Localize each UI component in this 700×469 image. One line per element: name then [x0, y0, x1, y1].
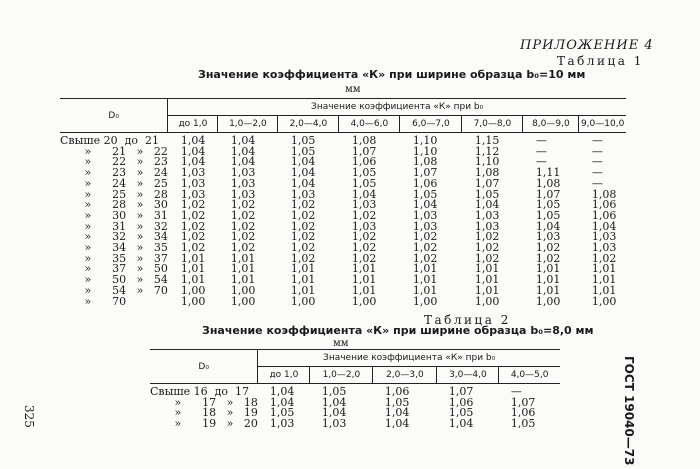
table-cell: 1,01 — [180, 262, 206, 276]
table-cell: 1,04 — [290, 166, 316, 180]
table1-col-header: 9,0—10,0 — [579, 116, 626, 133]
table-cell: 1,03 — [351, 198, 377, 212]
page-number: 325 — [22, 405, 36, 428]
table-cell: — — [591, 134, 603, 147]
table-cell: 1,02 — [230, 198, 256, 212]
table-cell: 1,02 — [591, 251, 617, 265]
table-cell: 1,05 — [290, 134, 316, 147]
table-cell: 1,05 — [448, 406, 474, 420]
table-cell: 1,04 — [180, 144, 206, 158]
table-cell: 1,04 — [321, 406, 347, 420]
table-cell: 1,10 — [412, 134, 438, 147]
table1-col-header: 8,0—9,0 — [523, 116, 579, 133]
table-cell: 1,05 — [474, 187, 500, 201]
table-cell: 1,08 — [474, 166, 500, 180]
row-range-label: » 32 » 34 — [60, 230, 168, 244]
table-cell: 1,02 — [474, 251, 500, 265]
table-cell: 1,04 — [351, 187, 377, 201]
table-cell: 1,05 — [510, 417, 536, 431]
table-cell: 1,02 — [230, 208, 256, 222]
table-cell: 1,02 — [412, 251, 438, 265]
row-range-label: » 37 » 50 — [60, 262, 168, 276]
table-cell: 1,00 — [290, 294, 316, 308]
row-range-label: Свыше 16 до 17 — [150, 385, 249, 398]
table-cell: 1,08 — [412, 155, 438, 169]
table-cell: 1,08 — [535, 176, 561, 190]
table-cell: 1,01 — [351, 273, 377, 287]
row-range-label: » 24 » 25 — [60, 176, 168, 190]
table1-row-header: D₀ — [60, 99, 168, 133]
table-cell: 1,04 — [412, 198, 438, 212]
table-cell: 1,01 — [412, 273, 438, 287]
table2-col-header: 4,0—5,0 — [499, 367, 560, 384]
table-row — [60, 297, 626, 308]
table1-col-header: 4,0—6,0 — [339, 116, 400, 133]
table-cell: — — [535, 144, 547, 158]
table-cell: 1,04 — [384, 417, 410, 431]
table-cell: 1,00 — [351, 294, 377, 308]
table-cell: 1,03 — [321, 417, 347, 431]
table-cell: 1,03 — [230, 176, 256, 190]
table-cell: 1,04 — [230, 155, 256, 169]
table2-col-header: до 1,0 — [258, 367, 310, 384]
table2-group-header: Значение коэффициента «К» при b₀ — [258, 350, 560, 367]
table-cell: 1,05 — [535, 208, 561, 222]
table1-label: Таблица 1 — [557, 54, 644, 68]
appendix-label: ПРИЛОЖЕНИЕ 4 — [520, 38, 654, 53]
table-cell: 1,04 — [269, 395, 295, 409]
table-cell: 1,05 — [412, 187, 438, 201]
table-cell: 1,05 — [269, 406, 295, 420]
table2-label: Таблица 2 — [424, 313, 511, 327]
table-cell: 1,01 — [474, 262, 500, 276]
table-cell: 1,03 — [180, 176, 206, 190]
table-cell: 1,02 — [180, 198, 206, 212]
row-range-label: » 23 » 24 — [60, 166, 168, 180]
table-cell: 1,04 — [321, 395, 347, 409]
table1-col-header: 1,0—2,0 — [218, 116, 278, 133]
table-cell: 1,02 — [351, 241, 377, 255]
table2-body — [150, 384, 560, 430]
table-cell: 1,05 — [290, 144, 316, 158]
table-cell: 1,06 — [351, 155, 377, 169]
table-cell: 1,01 — [351, 283, 377, 297]
table-cell: 1,15 — [474, 134, 500, 147]
table-cell: — — [535, 155, 547, 169]
table1-group-header: Значение коэффициента «К» при b₀ — [168, 99, 626, 116]
table-cell: 1,06 — [591, 198, 617, 212]
table-cell: 1,04 — [180, 155, 206, 169]
table-cell: 1,02 — [412, 241, 438, 255]
table-cell: 1,01 — [474, 273, 500, 287]
table-row — [150, 419, 560, 430]
table-cell: 1,02 — [535, 251, 561, 265]
table-cell: 1,02 — [535, 241, 561, 255]
table-cell: 1,02 — [230, 219, 256, 233]
table2-col-header: 1,0—2,0 — [310, 367, 373, 384]
table-cell: 1,03 — [412, 219, 438, 233]
row-range-label: » 54 » 70 — [60, 283, 168, 297]
gost-standard-label: ГОСТ 19040—73 — [622, 356, 636, 466]
table-cell: 1,06 — [412, 176, 438, 190]
row-range-label: » 22 » 23 — [60, 155, 168, 169]
table-cell: 1,01 — [412, 283, 438, 297]
table-cell: 1,02 — [230, 230, 256, 244]
table-cell: 1,00 — [230, 294, 256, 308]
table-cell: 1,01 — [290, 283, 316, 297]
table-cell: 1,03 — [180, 166, 206, 180]
table-cell: 1,02 — [351, 230, 377, 244]
table-cell: 1,02 — [351, 251, 377, 265]
table-cell: 1,04 — [230, 144, 256, 158]
table-cell: — — [591, 166, 603, 180]
table-cell: 1,03 — [591, 230, 617, 244]
table1-unit: мм — [345, 84, 361, 95]
table-cell: 1,01 — [474, 283, 500, 297]
table-cell: 1,03 — [180, 187, 206, 201]
table2-title: Значение коэффициента «К» при ширине образца b₀=8,0 мм — [202, 324, 594, 337]
table-cell: 1,04 — [474, 198, 500, 212]
table-cell: 1,07 — [510, 395, 536, 409]
table2-col-header: 2,0—3,0 — [373, 367, 437, 384]
table-cell: 1,04 — [269, 385, 295, 398]
table-cell: 1,02 — [290, 198, 316, 212]
table-cell: 1,02 — [290, 241, 316, 255]
table-cell: 1,01 — [230, 262, 256, 276]
table-cell: 1,02 — [474, 230, 500, 244]
table-cell: 1,03 — [269, 417, 295, 431]
table-cell: 1,05 — [535, 198, 561, 212]
table-cell: 1,03 — [474, 219, 500, 233]
table-cell: — — [591, 176, 603, 190]
table-cell: 1,00 — [535, 294, 561, 308]
table-cell: 1,02 — [180, 219, 206, 233]
table-cell: — — [591, 155, 603, 169]
table-cell: 1,02 — [180, 230, 206, 244]
table-cell: 1,04 — [448, 417, 474, 431]
row-range-label: » 18 » 19 — [150, 406, 258, 420]
table-cell: 1,02 — [474, 241, 500, 255]
table-cell: 1,05 — [351, 176, 377, 190]
table-cell: 1,07 — [351, 144, 377, 158]
table2 — [150, 349, 560, 430]
table-cell: 1,08 — [351, 134, 377, 147]
table-cell: 1,03 — [230, 166, 256, 180]
table-cell: 1,01 — [535, 283, 561, 297]
table-cell: 1,05 — [321, 385, 347, 398]
table-cell: 1,05 — [384, 395, 410, 409]
table-cell: 1,06 — [384, 385, 410, 398]
table-cell: 1,02 — [290, 251, 316, 265]
table-cell: 1,08 — [591, 187, 617, 201]
table-cell: 1,03 — [230, 187, 256, 201]
row-range-label: » 30 » 31 — [60, 208, 168, 222]
row-range-label: » 28 » 30 — [60, 198, 168, 212]
table-cell: 1,02 — [180, 241, 206, 255]
row-range-label: Свыше 20 до 21 — [60, 134, 159, 147]
row-range-label: » 25 » 28 — [60, 187, 168, 201]
table-cell: 1,00 — [230, 283, 256, 297]
table-cell: 1,04 — [290, 176, 316, 190]
table-cell: 1,10 — [412, 144, 438, 158]
table-cell: 1,10 — [474, 155, 500, 169]
table-cell: 1,03 — [290, 187, 316, 201]
row-range-label: » 19 » 20 — [150, 417, 258, 431]
table-cell: 1,01 — [591, 262, 617, 276]
table-cell: 1,04 — [535, 219, 561, 233]
table-cell: 1,00 — [180, 283, 206, 297]
row-range-label: » 70 — [60, 294, 127, 308]
table2-unit: мм — [333, 338, 349, 349]
table1-col-header: 2,0—4,0 — [278, 116, 339, 133]
table1-body — [60, 133, 626, 308]
table-cell: 1,03 — [412, 208, 438, 222]
table-cell: 1,01 — [591, 273, 617, 287]
table-cell: 1,00 — [591, 294, 617, 308]
table-cell: 1,03 — [474, 208, 500, 222]
table-cell: 1,01 — [535, 262, 561, 276]
table-cell: — — [591, 144, 603, 158]
table-cell: 1,05 — [351, 166, 377, 180]
row-range-label: » 21 » 22 — [60, 144, 168, 158]
table-cell: 1,06 — [591, 208, 617, 222]
row-range-label: » 50 » 54 — [60, 273, 168, 287]
table-cell: 1,04 — [290, 155, 316, 169]
row-range-label: » 34 » 35 — [60, 241, 168, 255]
table-cell: 1,02 — [230, 241, 256, 255]
table-cell: 1,02 — [412, 230, 438, 244]
table-cell: 1,01 — [290, 273, 316, 287]
table-cell: 1,00 — [180, 294, 206, 308]
table1-title: Значение коэффициента «К» при ширине образца b₀=10 мм — [198, 68, 586, 81]
table-cell: 1,02 — [290, 208, 316, 222]
table-cell: — — [535, 134, 547, 147]
table-cell: 1,01 — [535, 273, 561, 287]
row-range-label: » 35 » 37 — [60, 251, 168, 265]
table1 — [60, 98, 626, 307]
table-cell: 1,02 — [351, 208, 377, 222]
table-cell: 1,07 — [474, 176, 500, 190]
table-cell: 1,07 — [448, 385, 474, 398]
table-cell: 1,00 — [412, 294, 438, 308]
table-cell: 1,12 — [474, 144, 500, 158]
table-cell: 1,04 — [230, 134, 256, 147]
table-cell: 1,01 — [412, 262, 438, 276]
table-cell: 1,06 — [448, 395, 474, 409]
table-cell: 1,01 — [180, 273, 206, 287]
table2-row-header: D₀ — [150, 350, 258, 384]
table-cell: 1,03 — [591, 241, 617, 255]
table1-col-header: 6,0—7,0 — [400, 116, 462, 133]
table-cell: 1,04 — [591, 219, 617, 233]
table-cell: 1,00 — [474, 294, 500, 308]
table2-col-header: 3,0—4,0 — [437, 367, 499, 384]
table-cell: 1,01 — [230, 251, 256, 265]
table1-col-header: до 1,0 — [168, 116, 218, 133]
table-cell: 1,02 — [290, 230, 316, 244]
row-range-label: » 31 » 32 — [60, 219, 168, 233]
table-cell: 1,04 — [180, 134, 206, 147]
table-cell: 1,07 — [535, 187, 561, 201]
table-cell: 1,01 — [591, 283, 617, 297]
table-cell: 1,02 — [290, 219, 316, 233]
table1-col-header: 7,0—8,0 — [462, 116, 523, 133]
table-cell: 1,01 — [290, 262, 316, 276]
table-cell: 1,03 — [351, 219, 377, 233]
table-cell: 1,04 — [384, 406, 410, 420]
table-cell: 1,11 — [535, 166, 561, 180]
table-cell: 1,02 — [180, 208, 206, 222]
table-cell: 1,03 — [535, 230, 561, 244]
row-range-label: » 17 » 18 — [150, 395, 258, 409]
table-cell: 1,01 — [351, 262, 377, 276]
table-cell: 1,07 — [412, 166, 438, 180]
table-cell: — — [510, 385, 522, 398]
table-cell: 1,01 — [230, 273, 256, 287]
table-cell: 1,06 — [510, 406, 536, 420]
table-cell: 1,01 — [180, 251, 206, 265]
